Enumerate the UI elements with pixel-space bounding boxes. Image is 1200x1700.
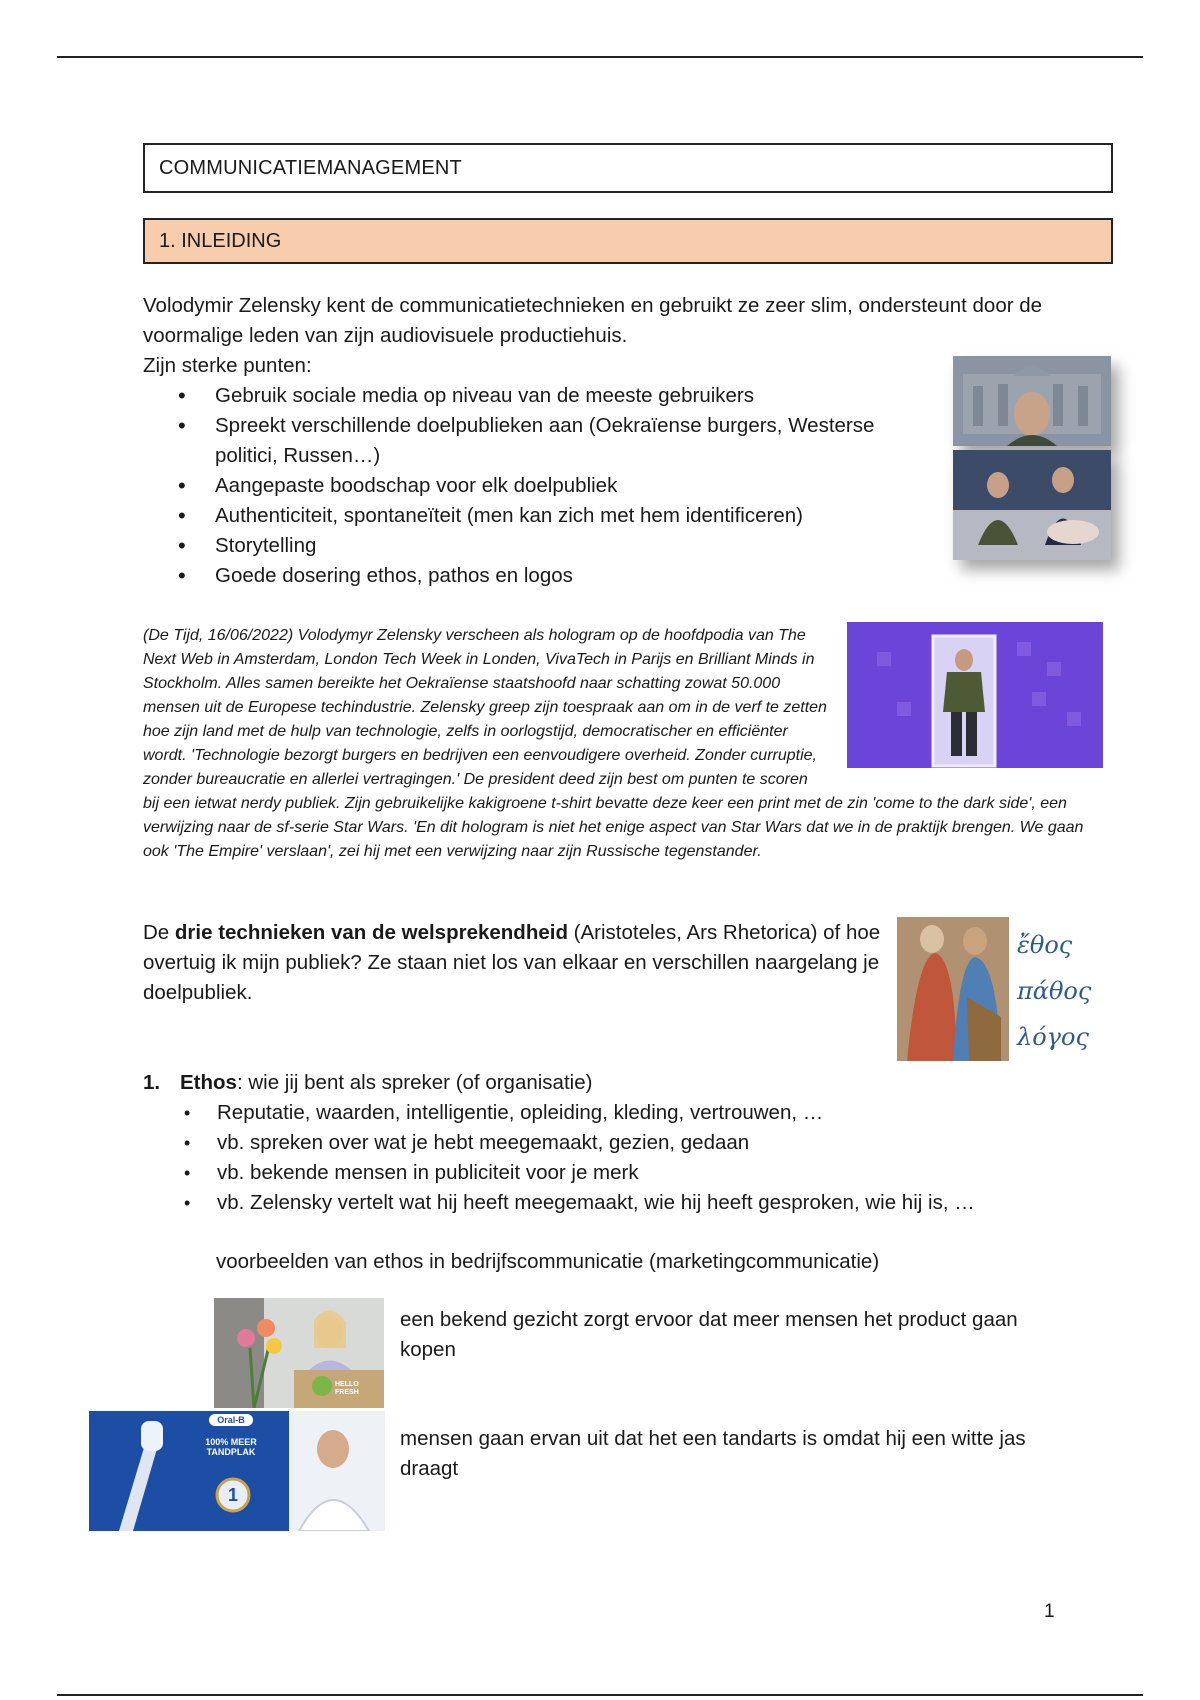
greek-logos: λόγος <box>1017 1023 1089 1051</box>
list-item: • Reputatie, waarden, intelligentie, opleiding, kleding, vertrouwen, … <box>180 1098 1080 1128</box>
rhetoric-bold: drie technieken van de welsprekendheid <box>174 921 568 944</box>
zelensky-hospital-photo <box>953 450 1111 560</box>
list-item: • Goede dosering ethos, pathos en logos <box>178 561 898 591</box>
bottom-rule <box>57 1694 1143 1696</box>
strong-points-label: Zijn sterke punten: <box>143 354 312 377</box>
intro-text: Volodymir Zelensky kent de communicatietechnieken en gebruikt ze zeer slim, ondersteunt door de voormalige leden van zijn audiovisuele productiehuis. <box>143 294 1043 347</box>
list-item: • Storytelling <box>178 531 898 561</box>
zelensky-selfie-photo <box>953 356 1111 446</box>
list-item: • Aangepaste boodschap voor elk doelpubliek <box>178 471 898 501</box>
ethos-number: 1. <box>143 1071 161 1094</box>
list-item: • vb. Zelensky vertelt wat hij heeft meegemaakt, wie hij heeft gesproken, wie hij is, … <box>180 1188 1080 1218</box>
list-item: • Spreekt verschillende doelpublieken aan (Oekraïense burgers, Westerse politici, Russen…) <box>178 411 898 471</box>
quote-text: (De Tijd, 16/06/2022) Volodymyr Zelensky verscheen als hologram op de hoofdpodia van The Next Web in Amsterdam, London Tech Week in Londen, VivaTech in Parijs en Brilliant Minds in Stockholm. Alles samen bereikte het Oekraïense staatshoofd naar schatting zowat 50.000 mensen uit de Europese techindustrie. Zelensky greep zijn toespraak aan om in de verf te zetten hoe zijn land met de hulp van technologie, zelfs in oorlogstijd, democratischer en efficiënter wordt. 'Technologie bezorgt burgers en bedrijven een eenvoudigere overheid. Zonder curruptie, zonder bureaucratie en allerlei vertragingen.' De president deed zijn best om punten te scoren bij een ietwat nerdy publiek. Zijn gebruikelijke kakigroene t-shirt bevatte deze keer een print met de zin 'come to the dark side', een verwijzing naar de sf-serie Star Wars. 'En dit hologram is niet het enige aspect van Star Wars dat we in de praktijk brengen. We gaan ook 'The Empire' verslaan', zei hij met een verwijzing naar zijn Russische tegenstander. <box>143 627 1084 860</box>
ethos-heading <box>143 1068 592 1098</box>
greek-pathos: πάθος <box>1017 977 1092 1005</box>
hellofresh-logo: HELLO FRESH <box>335 1381 359 1396</box>
section-heading: 1. INLEIDING <box>143 218 1113 264</box>
list-item: • Authenticiteit, spontaneïteit (men kan zich met hem identificeren) <box>178 501 898 531</box>
list-item: • vb. spreken over wat je hebt meegemaakt, gezien, gedaan <box>180 1128 1080 1158</box>
rhetoric-paragraph <box>143 918 903 1008</box>
list-item: • Gebruik sociale media op niveau van de meeste gebruikers <box>178 381 898 411</box>
hellofresh-ad-photo <box>214 1298 384 1408</box>
oralb-logo: Oral-B <box>209 1414 253 1426</box>
rhetoric-suffix: (Aristoteles, Ars Rhetorica) of hoe overtuig ik mijn publiek? Ze staan niet los van elkaar en verschillen naargelang je doelpubliek. <box>143 921 881 1004</box>
ethos-examples-label: voorbeelden van ethos in bedrijfscommunicatie (marketingcommunicatie) <box>216 1250 880 1273</box>
oralb-headline: 100% MEER TANDPLAK <box>205 1437 257 1457</box>
example2-caption: mensen gaan ervan uit dat het een tandarts is omdat hij een witte jas draagt <box>400 1427 1026 1480</box>
hologram-quote <box>143 624 1103 864</box>
greek-terms <box>1017 922 1091 1060</box>
ethos-list <box>180 1098 1080 1218</box>
hologram-photo <box>847 622 1103 768</box>
greek-ethos: ἔθος <box>1017 931 1073 959</box>
document-title: COMMUNICATIEMANAGEMENT <box>143 143 1113 193</box>
ethos-definition: : wie jij bent als spreker (of organisatie) <box>236 1071 593 1094</box>
rhetoric-prefix: De <box>143 921 175 944</box>
top-rule <box>57 56 1143 58</box>
ethos-term: Ethos <box>180 1071 237 1094</box>
oralb-ad-photo <box>89 1411 385 1531</box>
list-item: • vb. bekende mensen in publiciteit voor je merk <box>180 1158 1080 1188</box>
strong-points-list <box>178 381 898 591</box>
example1-caption: een bekend gezicht zorgt ervoor dat meer mensen het product gaan kopen <box>400 1308 1018 1361</box>
school-of-athens-image <box>897 917 1009 1061</box>
intro-paragraph <box>143 291 1043 381</box>
oralb-badge-number: 1 <box>227 1485 238 1505</box>
page-number: 1 <box>1044 1601 1055 1622</box>
